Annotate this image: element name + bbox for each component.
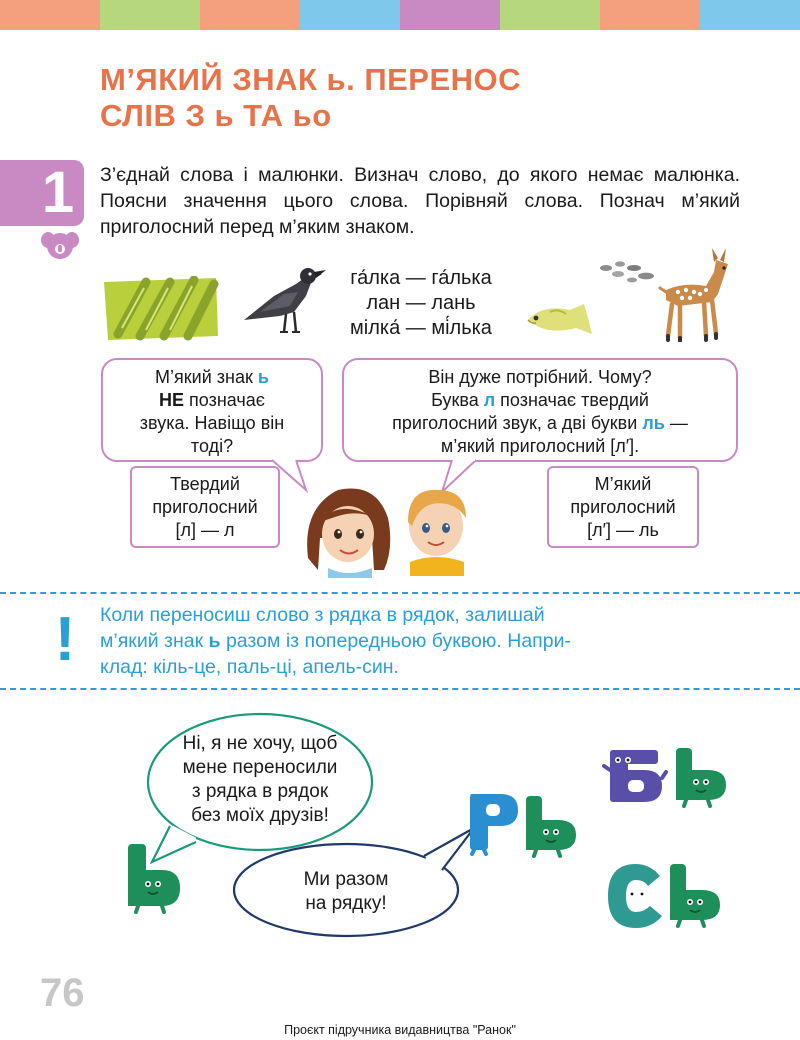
box-line: приголосний <box>152 497 258 517</box>
strip-segment <box>700 0 800 30</box>
strip-segment <box>100 0 200 30</box>
soft-sign-answer-bubble <box>342 358 738 462</box>
boy-picture <box>402 482 472 576</box>
top-color-strip <box>0 0 800 30</box>
pebbles-picture <box>598 258 658 284</box>
bubble-line: м’який приголосний [л′]. <box>440 436 640 456</box>
box-line: М’який <box>594 474 652 494</box>
rule-text-part: разом із попередньою буквою. Напри- <box>220 630 571 652</box>
fawn-deer-picture <box>654 246 734 342</box>
word-pair: лан — лань <box>366 292 476 314</box>
letter-l: л <box>483 390 496 410</box>
bold-ne: НЕ <box>159 390 185 410</box>
task-number: 1 <box>41 160 75 225</box>
word-pairs-list <box>328 266 514 341</box>
bubble-line <box>103 389 321 412</box>
bubble-text: М’який знак <box>155 367 258 387</box>
footer-credit: Проєкт підручника видавництва "Ранок" <box>284 1023 516 1037</box>
bubble-line: Він дуже потрібний. Чому? <box>428 367 652 387</box>
rule-line: клад: кіль-це, паль-ці, апель-син. <box>100 656 399 678</box>
bubble-text: позначає твердий <box>495 390 649 410</box>
letter-b-character <box>602 744 668 810</box>
soft-sign-character <box>518 794 582 860</box>
speech-line: без моїх друзів! <box>191 805 329 826</box>
strip-segment <box>300 0 400 30</box>
bubble-text: позначає <box>184 390 265 410</box>
page-title-line1: М’ЯКИЙ ЗНАК ь. ПЕРЕНОС <box>100 62 522 97</box>
soft-sign-character <box>662 862 726 930</box>
speech-left-text <box>160 732 360 828</box>
hard-consonant-box <box>130 466 280 548</box>
soft-consonant-box <box>547 466 699 548</box>
strip-segment <box>600 0 700 30</box>
fish-picture <box>522 302 596 336</box>
strip-segment <box>500 0 600 30</box>
grass-field-picture <box>100 276 220 342</box>
speech-line: на рядку! <box>305 893 387 914</box>
rule-line <box>100 628 720 654</box>
rule-line: Коли переносиш слово з рядка в рядок, залишай <box>100 604 545 626</box>
jackdaw-bird-picture <box>240 262 326 336</box>
soft-sign-letter: ь <box>208 630 221 652</box>
strip-segment <box>0 0 100 30</box>
page-number: 76 <box>40 971 85 1015</box>
rule-text-part: м’який знак <box>100 630 209 652</box>
rule-top-divider <box>0 592 800 594</box>
speech-right-text <box>266 868 426 916</box>
bubble-line <box>103 366 321 389</box>
strip-segment <box>400 0 500 30</box>
soft-sign-character <box>118 840 188 914</box>
word-pair: мілка́ — мі́лька <box>350 317 492 339</box>
box-line: приголосний <box>570 497 676 517</box>
bubble-text: Буква <box>431 390 484 410</box>
page-title-line2: СЛІВ З ь ТА ьо <box>100 98 332 133</box>
bubble-line: звука. Навіщо він <box>139 413 285 433</box>
letter-r-character <box>462 790 526 856</box>
bubble-line <box>344 389 736 412</box>
girl-picture <box>298 478 398 578</box>
bubble-line: тоді? <box>190 436 234 456</box>
speech-line: Ми разом <box>303 869 389 890</box>
soft-sign-question-bubble <box>101 358 323 462</box>
word-pair: га́лка — га́лька <box>350 267 492 289</box>
bubble-text: приголосний звук, а дві букви <box>392 413 643 433</box>
page-title <box>100 62 700 134</box>
speech-line: мене переносили <box>182 757 338 778</box>
bubble-text: — <box>664 413 688 433</box>
rule-text <box>100 602 720 680</box>
box-line: [л′] — ль <box>587 520 659 540</box>
exclamation-icon: ! <box>54 605 76 674</box>
task-instructions: З’єднай слова і малюнки. Визнач слово, до якого немає малюнка. Поясни значення цього слова. Порівняй слова. Познач м’який приголосний перед м’яким знаком. <box>100 164 740 238</box>
speech-line: Ні, я не хочу, щоб <box>182 733 338 754</box>
bubble-line <box>344 412 736 435</box>
letters-l-soft: ль <box>642 413 665 433</box>
pair-work-icon <box>40 228 80 262</box>
rule-bottom-divider <box>0 688 800 690</box>
soft-sign-letter: ь <box>257 367 269 387</box>
soft-sign-character <box>668 746 732 808</box>
strip-segment <box>200 0 300 30</box>
box-line: Твердий <box>170 474 240 494</box>
speech-line: з рядка в рядок <box>191 781 329 802</box>
box-line: [л] — л <box>175 520 235 540</box>
